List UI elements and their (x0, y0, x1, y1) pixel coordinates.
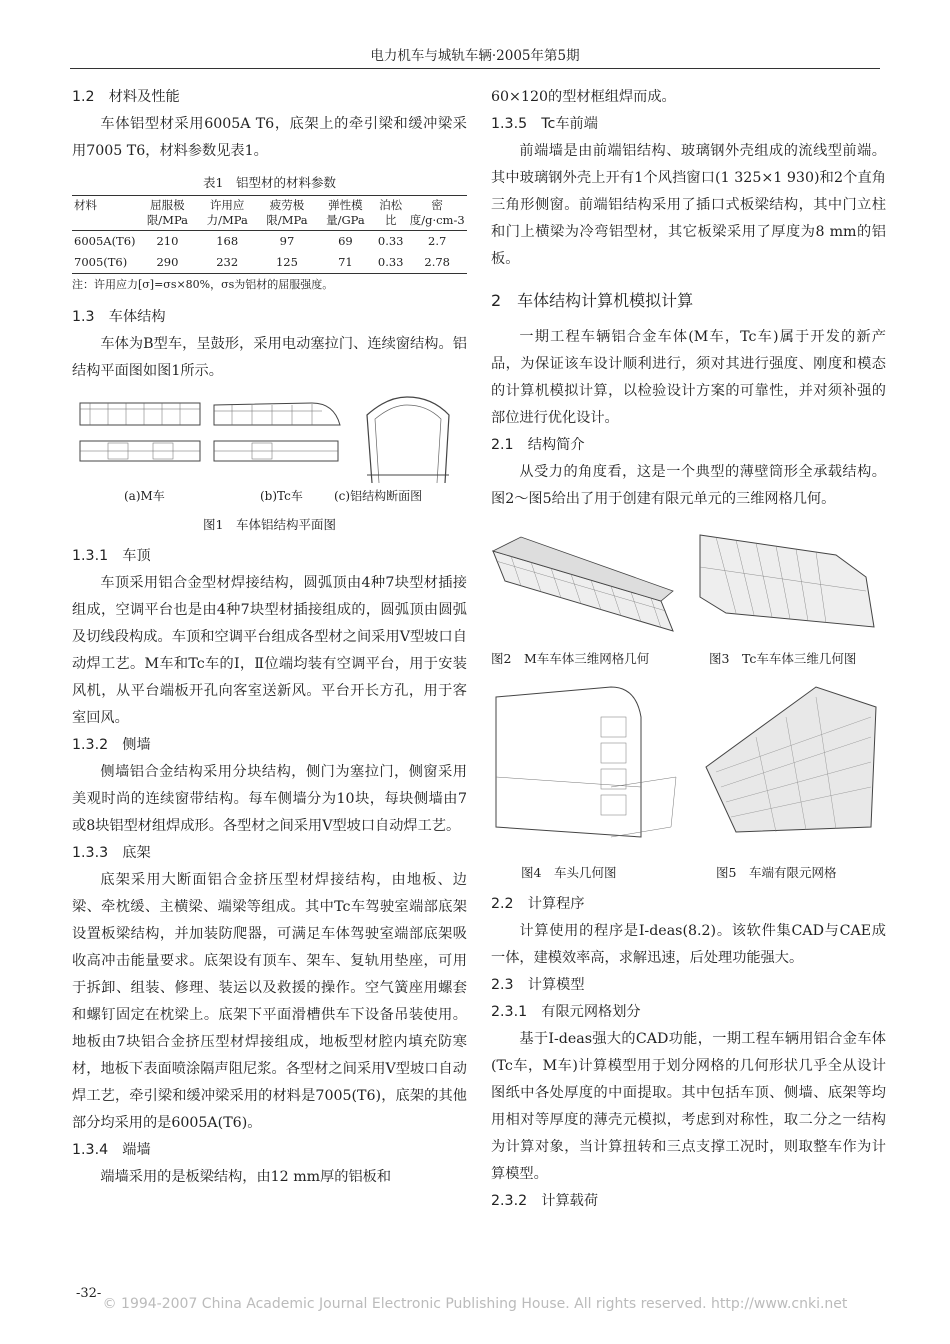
paragraph-1-3-2: 侧墙铝合金结构采用分块结构，侧门为塞拉门，侧窗采用美观时尚的连续窗带结构。每车侧墙分为10块，每块侧墙由7或8块铝型材组焊成形。各型材之间采用V型坡口自动焊工艺。 (72, 764, 467, 834)
figure-4-caption: 图4 车头几何图 (521, 865, 617, 880)
table-cell: 71 (317, 252, 374, 274)
paragraph-1-2: 车体铝型材采用6005A T6，底架上的牵引梁和缓冲梁采用7005 T6，材料参数见表1。 (72, 116, 467, 159)
figure-2-caption: 图2 M车车体三维网格几何 (491, 651, 650, 666)
section-heading-1-3-5: 1.3.5 Tc车前端 (491, 116, 598, 132)
section-heading-2: 2 车体结构计算机模拟计算 (491, 291, 694, 310)
figure-1c-drawing (357, 395, 457, 485)
paragraph-1-3-1: 车顶采用铝合金型材焊接结构，圆弧顶由4种7块型材插接组成，空调平台也是由4种7块型材插接组成的，圆弧顶由圆弧及切线段构成。车顶和空调平台组成各型材之间采用V型坡口自动焊工艺。M车和Tc车的Ⅰ，Ⅱ位端均装有空调平台，用于安装风机，从平台端板开孔向客室送新风。平台开长方孔，用于客室回风。 (72, 575, 467, 726)
table-header-cell: 泊松比 (374, 196, 407, 231)
section-heading-1-3-1: 1.3.1 车顶 (72, 548, 151, 564)
paragraph-1-3-5: 前端墙是由前端铝结构、玻璃钢外壳组成的流线型前端。其中玻璃钢外壳上开有1个风挡窗口(1 325×1 930)和2个直角三角形侧窗。前端铝结构采用了插口式板梁结构，其中门立柱和门上横梁为冷弯铝型材，其它板梁采用了厚度为8 mm的铝板。 (491, 143, 886, 267)
left-column (72, 84, 467, 1191)
table-caption: 表1 铝型材的材料参数 (203, 175, 336, 190)
figure-3-caption: 图3 Tc车车体三维几何图 (709, 651, 857, 666)
running-header: 电力机车与城轨车辆·2005年第5期 (370, 48, 580, 64)
table-cell: 97 (279, 234, 295, 248)
table-cell: 290 (138, 252, 198, 274)
paragraph-2-3-1: 基于I-deas强大的CAD功能，一期工程车辆用铝合金车体(Tc车，M车)计算模型用于划分网格的几何形状几乎全从设计图纸中各处厚度的中面提取。其中包括车顶、侧墙、底架等均用相对等厚度的薄壳元模拟，考虑到对称性，取二分之一结构为计算对象，当计算扭转和三点支撑工况时，则取整车作为计算模型。 (491, 1031, 886, 1182)
paragraph-2-1: 从受力的角度看，这是一个典型的薄壁筒形全承载结构。图2～图5给出了用于创建有限元单元的三维网格几何。 (491, 464, 886, 507)
section-heading-2-3: 2.3 计算模型 (491, 977, 585, 993)
section-heading-2-3-2: 2.3.2 计算载荷 (491, 1193, 599, 1209)
paragraph-2: 一期工程车辆铝合金车体(M车，Tc车)属于开发的新产品，为保证该车设计顺利进行，须对其进行强度、刚度和模态的计算机模拟计算，以检验设计方案的可靠性，并对须补强的部位进行优化设计。 (491, 329, 886, 426)
section-heading-1-3-2: 1.3.2 侧墙 (72, 737, 151, 753)
figure-1b-label: (b)Tc车 (260, 489, 303, 503)
table-cell: 7005(T6) (72, 252, 138, 274)
table-cell: 2.7 (428, 234, 447, 248)
header-rule (70, 68, 880, 69)
table-cell: 125 (257, 252, 317, 274)
paragraph-continued: 60×120的型材框组焊而成。 (491, 89, 676, 105)
section-heading-1-3: 1.3 车体结构 (72, 309, 166, 325)
section-heading-2-3-1: 2.3.1 有限元网格划分 (491, 1004, 641, 1020)
table-cell: 232 (197, 252, 257, 274)
section-heading-1-2: 1.2 材料及性能 (72, 89, 180, 105)
figure-2-mesh (491, 531, 676, 636)
table-header-cell: 屈服极限/MPa (138, 196, 198, 231)
figure-1c-label: (c)铝结构断面图 (334, 489, 423, 503)
right-column (491, 84, 886, 1215)
table-note: 注：许用应力[σ]=σs×80%，σs为铝材的屈服强度。 (72, 278, 334, 291)
section-heading-1-3-3: 1.3.3 底架 (72, 845, 151, 861)
table-cell: 2.78 (407, 252, 467, 274)
table-cell: 6005A(T6) (74, 234, 136, 248)
paragraph-2-2: 计算使用的程序是I-deas(8.2)。该软件集CAD与CAE成一体，建模效率高，求解迅速，后处理功能强大。 (491, 923, 886, 966)
section-heading-1-3-4: 1.3.4 端墙 (72, 1142, 151, 1158)
figure-4-geometry (491, 677, 681, 847)
figure-1-caption: 图1 车体铝结构平面图 (203, 517, 336, 532)
paragraph-1-3: 车体为B型车，呈鼓形，采用电动塞拉门、连续窗结构。铝结构平面图如图1所示。 (72, 336, 467, 379)
material-table (72, 195, 467, 274)
table-header-cell: 材料 (72, 196, 138, 231)
section-heading-2-1: 2.1 结构简介 (491, 437, 585, 453)
paragraph-1-3-3: 底架采用大断面铝合金挤压型材焊接结构，由地板、边梁、牵枕缓、主横梁、端梁等组成。其中Tc车驾驶室端部底架设置板梁结构，并加装防爬器，可满足车体驾驶室端部底架吸收高冲击能量要求。底架设有顶车、架车、复轨用垫座，可用于拆卸、组装、修理、装运以及救援的操作。空气簧座用螺套和螺钉固定在枕梁上。底架下平面滑槽供车下设备吊装使用。地板由7块铝合金挤压型材焊接组成，地板型材腔内填充防寒材，地板下表面喷涂隔声阻尼浆。各型材之间采用V型坡口自动焊工艺，牵引梁和缓冲梁采用的材料是7005(T6)，底架的其他部分均采用的是6005A(T6)。 (72, 872, 467, 1131)
paragraph-1-3-4: 端墙采用的是板梁结构，由12 mm厚的铝板和 (100, 1169, 392, 1185)
table-header-row (72, 196, 467, 231)
table-header-cell: 密度/g·cm-3 (407, 196, 467, 231)
figure-5-mesh (696, 677, 881, 847)
figures-2-3 (491, 527, 886, 677)
table-cell: 69 (338, 234, 353, 248)
table-header-cell: 弹性模量/GPa (317, 196, 374, 231)
figure-1 (72, 395, 467, 503)
table-cell: 0.33 (374, 252, 407, 274)
figure-1b-drawing (212, 395, 342, 475)
figure-5-caption: 图5 车端有限元网格 (716, 865, 837, 880)
table-cell: 0.33 (377, 234, 404, 248)
figure-1a-drawing (78, 395, 203, 475)
table-header-cell: 许用应力/MPa (197, 196, 257, 231)
table-row (72, 252, 467, 274)
figures-4-5 (491, 677, 886, 880)
table-cell: 168 (216, 234, 239, 248)
figure-1a-label: (a)M车 (124, 489, 165, 503)
section-heading-2-2: 2.2 计算程序 (491, 896, 585, 912)
page-number: -32- (76, 1286, 102, 1301)
table-row (72, 231, 467, 253)
copyright-footer: © 1994-2007 China Academic Journal Electronic Publishing House. All rights reserved. http://www.cnki.net (102, 1296, 848, 1312)
table-header-cell: 疲劳极限/MPa (257, 196, 317, 231)
figure-3-mesh (696, 527, 881, 637)
table-cell: 210 (156, 234, 179, 248)
